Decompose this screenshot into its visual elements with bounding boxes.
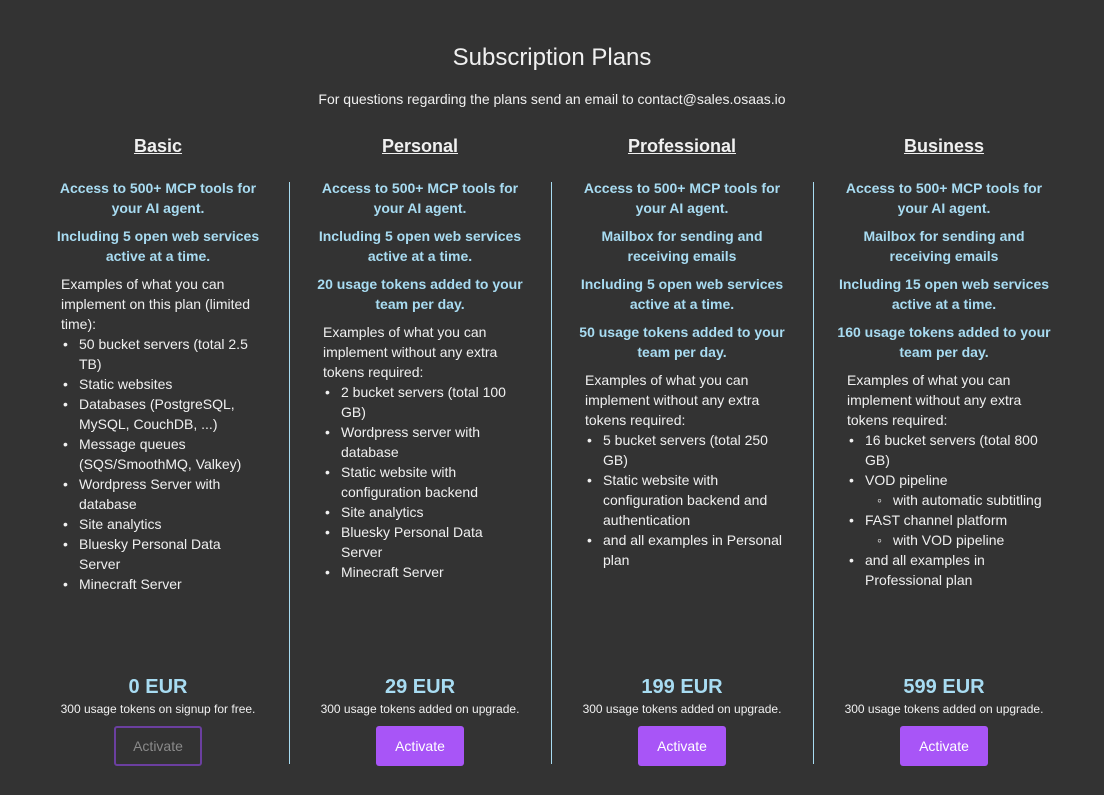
example-item: • Site analytics (331, 502, 523, 522)
example-item: • Minecraft Server (331, 562, 523, 582)
plan-price-note: 300 usage tokens added on upgrade. (844, 702, 1044, 716)
example-item: • 16 bucket servers (total 800 GB) (855, 430, 1047, 470)
example-item: • Static website with configuration backend and authentication (593, 470, 785, 530)
plan-feature: 20 usage tokens added to your team per day. (317, 276, 523, 312)
plan-personal (289, 136, 551, 776)
example-item (855, 510, 1047, 550)
example-item: • Site analytics (69, 514, 261, 534)
plan-business (813, 136, 1075, 776)
activate-basic-button[interactable]: Activate (114, 726, 202, 766)
plan-price: 599 EUR (903, 676, 985, 698)
plan-name: Business (903, 136, 985, 156)
example-item-label: FAST channel platform (865, 512, 1008, 528)
example-item: • 5 bucket servers (total 250 GB) (593, 430, 785, 470)
example-item: • Static websites (69, 374, 261, 394)
example-item: • Message queues (SQS/SmoothMQ, Valkey) (69, 434, 261, 474)
examples-intro: Examples of what you can implement without any extra tokens required: (585, 372, 760, 428)
example-item: • 2 bucket servers (total 100 GB) (331, 382, 523, 422)
plan-professional (551, 136, 813, 776)
plan-price-note: 300 usage tokens added on upgrade. (582, 702, 782, 716)
example-item: • Wordpress Server with database (69, 474, 261, 514)
plan-feature: Including 5 open web services active at a time. (56, 228, 260, 264)
plan-feature: Including 5 open web services active at a time. (318, 228, 522, 264)
plan-price: 199 EUR (641, 676, 723, 698)
example-item: • Databases (PostgreSQL, MySQL, CouchDB, ...) (69, 394, 261, 434)
plan-feature: Mailbox for sending and receiving emails (863, 228, 1025, 264)
page-title: Subscription Plans (452, 44, 652, 71)
plan-feature: Access to 500+ MCP tools for your AI agent. (59, 180, 257, 216)
example-item: • Wordpress server with database (331, 422, 523, 462)
plan-name: Professional (627, 136, 737, 156)
plan-feature: 160 usage tokens added to your team per day. (837, 324, 1051, 360)
plan-feature: Access to 500+ MCP tools for your AI agent. (583, 180, 781, 216)
plan-price-note: 300 usage tokens on signup for free. (60, 702, 256, 716)
plan-price-note: 300 usage tokens added on upgrade. (320, 702, 520, 716)
example-subitem: ◦ with VOD pipeline (883, 530, 1047, 550)
example-item: • 50 bucket servers (total 2.5 TB) (69, 334, 261, 374)
examples-intro: Examples of what you can implement without any extra tokens required: (323, 324, 498, 380)
plan-name: Basic (133, 136, 183, 156)
example-item: • Bluesky Personal Data Server (69, 534, 261, 574)
example-item: • and all examples in Professional plan (855, 550, 1047, 590)
activate-professional-button[interactable]: Activate (638, 726, 726, 766)
plan-basic (27, 136, 289, 776)
plan-name: Personal (381, 136, 459, 156)
plan-feature: 50 usage tokens added to your team per day. (579, 324, 785, 360)
plan-feature: Including 15 open web services active at a time. (838, 276, 1050, 312)
example-item: • Minecraft Server (69, 574, 261, 594)
example-item: • and all examples in Personal plan (593, 530, 785, 570)
plan-feature: Mailbox for sending and receiving emails (601, 228, 763, 264)
examples-intro: Examples of what you can implement without any extra tokens required: (847, 372, 1022, 428)
page-subtitle: For questions regarding the plans send an email to contact@sales.osaas.io (318, 91, 786, 107)
example-item-label: VOD pipeline (865, 472, 948, 488)
example-item: • Bluesky Personal Data Server (331, 522, 523, 562)
example-item (855, 470, 1047, 510)
plan-feature: Including 5 open web services active at a time. (580, 276, 784, 312)
examples-intro: Examples of what you can implement on this plan (limited time): (61, 276, 251, 332)
activate-business-button[interactable]: Activate (900, 726, 988, 766)
activate-personal-button[interactable]: Activate (376, 726, 464, 766)
example-item: • Static website with configuration backend (331, 462, 523, 502)
plan-feature: Access to 500+ MCP tools for your AI agent. (321, 180, 519, 216)
plan-feature: Access to 500+ MCP tools for your AI agent. (845, 180, 1043, 216)
plan-price: 0 EUR (128, 676, 188, 698)
plan-price: 29 EUR (384, 676, 456, 698)
example-subitem: ◦ with automatic subtitling (883, 490, 1047, 510)
